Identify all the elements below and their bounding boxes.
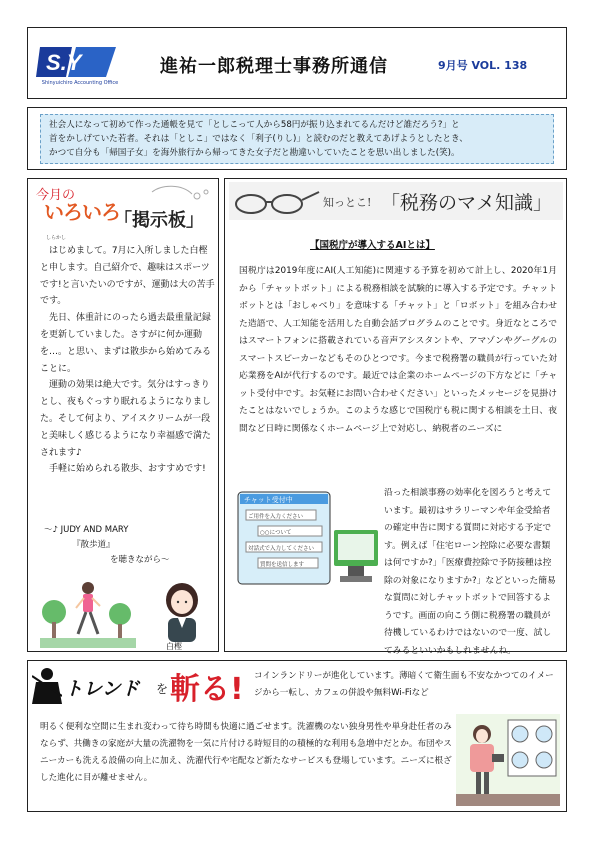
logo-text: S.Y <box>46 50 82 75</box>
paragraph: 手軽に始められる散歩、おすすめです! <box>49 464 206 475</box>
trend-heading-accent: 斬る! <box>170 672 244 707</box>
samurai-icon <box>32 666 62 706</box>
credit-note: を聴きながら～ <box>110 555 170 565</box>
chat-line: 対話式で入力してください <box>248 546 315 552</box>
paragraph: 運動の効果は絶大です。気分はすっきりとし、夜もぐっすり眠れるようになりました。そして何より、アイスクリームが一段と美味しく感じるようになり幸福感で満たされます♪ <box>40 380 212 458</box>
chat-title: チャット受付中 <box>244 496 293 504</box>
credit-artist: ～♪ JUDY AND MARY <box>44 525 129 535</box>
trend-text-top: コインランドリーが進化しています。薄暗くて衛生面も不安なかつてのイメージから一転し、カフェの併設や無料Wi-Fiなど <box>254 671 554 698</box>
author-portrait <box>160 582 204 642</box>
chat-line: 質問を送信します <box>260 562 305 568</box>
trend-heading <box>32 664 244 708</box>
trend-text: 明るく便利な空間に生まれ変わって待ち時間も快適に過ごせます。洗濯機のない独身男性や単身赴任者のみならず、共働きの家庭が大量の洗濯物を一気に片付ける時短目的の積極的な利用も急増中だとか。布団やスニーカーも洗える設備の向上に加え、洗濯代行や宅配など新たなサービスも登場しています。ニーズに根ざした進化に目が離せません。 <box>40 722 452 783</box>
paragraph: 先日、体重計にのったら過去最重量記録を更新していました。さすがに何か運動を…。と思い、まずは散歩から始めてみることに。 <box>40 313 212 374</box>
heading-small: 今月の <box>36 188 76 203</box>
issue-number: 9月号 VOL. 138 <box>438 59 528 72</box>
logo <box>36 43 118 81</box>
intro-line: 社会人になって初めて作った通帳を見て「としこって人から58円が振り込まれてるんだけど誰だろう?」と <box>49 120 460 130</box>
chatbot-illustration <box>236 490 380 586</box>
bulletin-text <box>40 243 215 478</box>
intro-line: 首をかしげていた若者。それは「としこ」ではなく「利子(りし)」と読むのだと教えてあげようとしたとき、 <box>49 134 468 144</box>
article-text-mid: 沿った相談事務の効率化を図ろうと考えています。最初はサラリーマンや年金受給者の確定申告に関する質問に対応する予定です。例えば「住宅ローン控除に必要な書類は何ですか?」「医療費控除で予防接種は控除の対象になりますか?」などといった簡易な質問に対しチャットボットで回答するようです。画面の向こう側に税務署の職員が待機しているわけではないので一度、試してみるといいかもしれませんね。 <box>384 488 556 656</box>
chat-line: ご用件を入力ください <box>248 514 304 520</box>
chat-line: ○○について <box>260 530 292 536</box>
bulletin-heading <box>32 182 214 232</box>
logo-subtitle: Shinyuichiro Accounting Office <box>41 80 119 86</box>
intro-text <box>40 114 554 164</box>
heading-iroiro: いろいろ <box>44 200 120 224</box>
intro-line: かつて自分も「帰国子女」を海外旅行から帰ってきた女子だと勘違いしていたことを思い出しました(笑)。 <box>49 148 460 158</box>
walker-illustration <box>40 578 136 648</box>
credit-song: 『散歩道』 <box>72 540 115 550</box>
music-credits <box>40 523 210 568</box>
heading-main: 「税務のマメ知識」 <box>381 192 553 214</box>
article-text-top: 国税庁は2019年度にAI(人工知能)に関連する予算を初めて計上し、2020年1月から「チャットボット」による税務相談を試験的に導入する予定です。チャットボットとは「おしゃべり」を意味する「チャット」と「ロボット」を組み合わせた造語で、人工知能を活用した自動会話プログラムのことです。身近なところではスマートフォンに搭載されている音声アシスタントや、アマゾンやグーグルのスマートスピーカーなどもそのひとつです。今まで税務署の職員が行っていた対応業務をAIが代行するのです。最近では企業のホームページの下方などに「チャット受付中です。お気軽にお問い合わせください」といったメッセージを見掛けたことはないでしょうか。このような感じで国税庁も税に関する相談を土日、夜間など日時に関係なくホームページ上で対応し、納税者のニーズに <box>239 266 557 434</box>
tax-knowledge-heading <box>229 182 563 220</box>
author-name: 白樫 <box>166 642 182 651</box>
heading-small: 知っとこ! <box>323 196 372 209</box>
article-subheading: 【国税庁が導入するAIとは】 <box>310 240 435 251</box>
ruby-text: しらかし <box>46 235 67 241</box>
heading-main: 「掲示板」 <box>114 210 204 231</box>
trend-heading-text: トレンド <box>64 678 140 700</box>
laundry-illustration <box>456 714 560 806</box>
trend-heading-particle: を <box>156 682 169 696</box>
paragraph: はじめまして。7月に入所しました白樫と申します。自己紹介で、趣味はスポーツです!と言いたいのですが、運動は大の苦手です。 <box>40 246 215 307</box>
page-title: 進祐一郎税理士事務所通信 <box>160 56 388 77</box>
